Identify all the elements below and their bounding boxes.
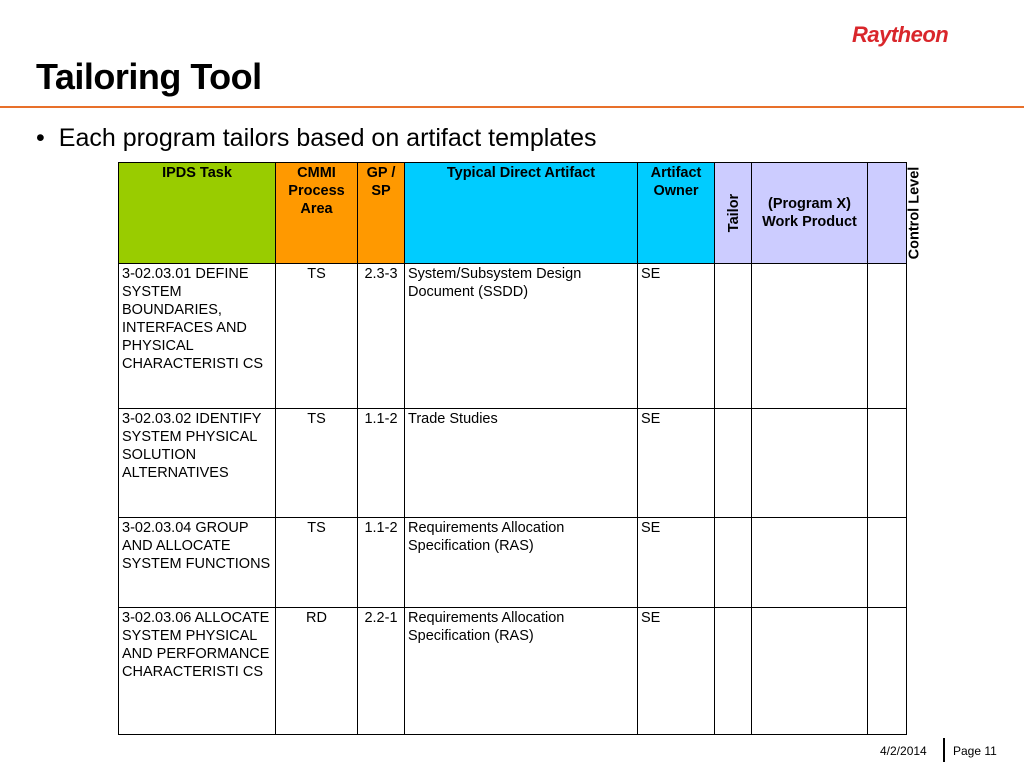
footer-date: 4/2/2014 bbox=[880, 744, 927, 758]
footer-divider bbox=[943, 738, 945, 762]
table-header-row bbox=[119, 163, 907, 264]
table-row bbox=[119, 608, 907, 735]
table-row bbox=[119, 409, 907, 518]
cell-artifact: Requirements Allocation Specification (RAS) bbox=[405, 608, 638, 735]
cell-control-level[interactable] bbox=[868, 409, 907, 518]
raytheon-logo: Raytheon bbox=[852, 22, 949, 47]
cell-cmmi: TS bbox=[276, 264, 358, 409]
cell-ipds-task: 3-02.03.04 GROUP AND ALLOCATE SYSTEM FUNCTIONS bbox=[119, 518, 276, 608]
table-row bbox=[119, 518, 907, 608]
footer-page-number: Page 11 bbox=[953, 744, 997, 758]
cell-cmmi: TS bbox=[276, 518, 358, 608]
header-program-work-product: (Program X) Work Product bbox=[752, 163, 868, 264]
header-control-level bbox=[868, 163, 923, 264]
cell-tailor[interactable] bbox=[715, 608, 752, 735]
cell-program-work-product[interactable] bbox=[752, 608, 868, 735]
cell-artifact: Requirements Allocation Specification (RAS) bbox=[405, 518, 638, 608]
header-control-level-label: Control Level bbox=[906, 166, 923, 260]
cell-tailor[interactable] bbox=[715, 264, 752, 409]
cell-control-level[interactable] bbox=[868, 264, 907, 409]
cell-program-work-product[interactable] bbox=[752, 409, 868, 518]
cell-tailor[interactable] bbox=[715, 518, 752, 608]
cell-ipds-task: 3-02.03.01 DEFINE SYSTEM BOUNDARIES, INTERFACES AND PHYSICAL CHARACTERISTI CS bbox=[119, 264, 276, 409]
cell-ipds-task: 3-02.03.02 IDENTIFY SYSTEM PHYSICAL SOLUTION ALTERNATIVES bbox=[119, 409, 276, 518]
cell-gp-sp: 2.2-1 bbox=[358, 608, 405, 735]
cell-owner: SE bbox=[638, 264, 715, 409]
cell-gp-sp: 2.3-3 bbox=[358, 264, 405, 409]
tailoring-table bbox=[118, 162, 923, 735]
header-cmmi-process-area: CMMI Process Area bbox=[276, 163, 358, 264]
cell-owner: SE bbox=[638, 518, 715, 608]
cell-gp-sp: 1.1-2 bbox=[358, 409, 405, 518]
cell-program-work-product[interactable] bbox=[752, 264, 868, 409]
header-artifact-owner: Artifact Owner bbox=[638, 163, 715, 264]
cell-owner: SE bbox=[638, 409, 715, 518]
cell-artifact: System/Subsystem Design Document (SSDD) bbox=[405, 264, 638, 409]
cell-gp-sp: 1.1-2 bbox=[358, 518, 405, 608]
header-tailor-label: Tailor bbox=[726, 193, 743, 233]
cell-control-level[interactable] bbox=[868, 518, 907, 608]
header-typical-direct-artifact: Typical Direct Artifact bbox=[405, 163, 638, 264]
cell-owner: SE bbox=[638, 608, 715, 735]
table-row bbox=[119, 264, 907, 409]
cell-program-work-product[interactable] bbox=[752, 518, 868, 608]
header-gp-sp: GP / SP bbox=[358, 163, 405, 264]
cell-cmmi: TS bbox=[276, 409, 358, 518]
header-tailor bbox=[715, 163, 752, 264]
page-title: Tailoring Tool bbox=[36, 56, 262, 97]
title-divider bbox=[0, 106, 1024, 108]
cell-artifact: Trade Studies bbox=[405, 409, 638, 518]
bullet-point bbox=[36, 124, 597, 153]
bullet-icon: • bbox=[36, 124, 45, 152]
cell-ipds-task: 3-02.03.06 ALLOCATE SYSTEM PHYSICAL AND PERFORMANCE CHARACTERISTI CS bbox=[119, 608, 276, 735]
bullet-text: Each program tailors based on artifact templates bbox=[58, 124, 597, 152]
header-ipds-task: IPDS Task bbox=[119, 163, 276, 264]
cell-control-level[interactable] bbox=[868, 608, 907, 735]
cell-tailor[interactable] bbox=[715, 409, 752, 518]
cell-cmmi: RD bbox=[276, 608, 358, 735]
